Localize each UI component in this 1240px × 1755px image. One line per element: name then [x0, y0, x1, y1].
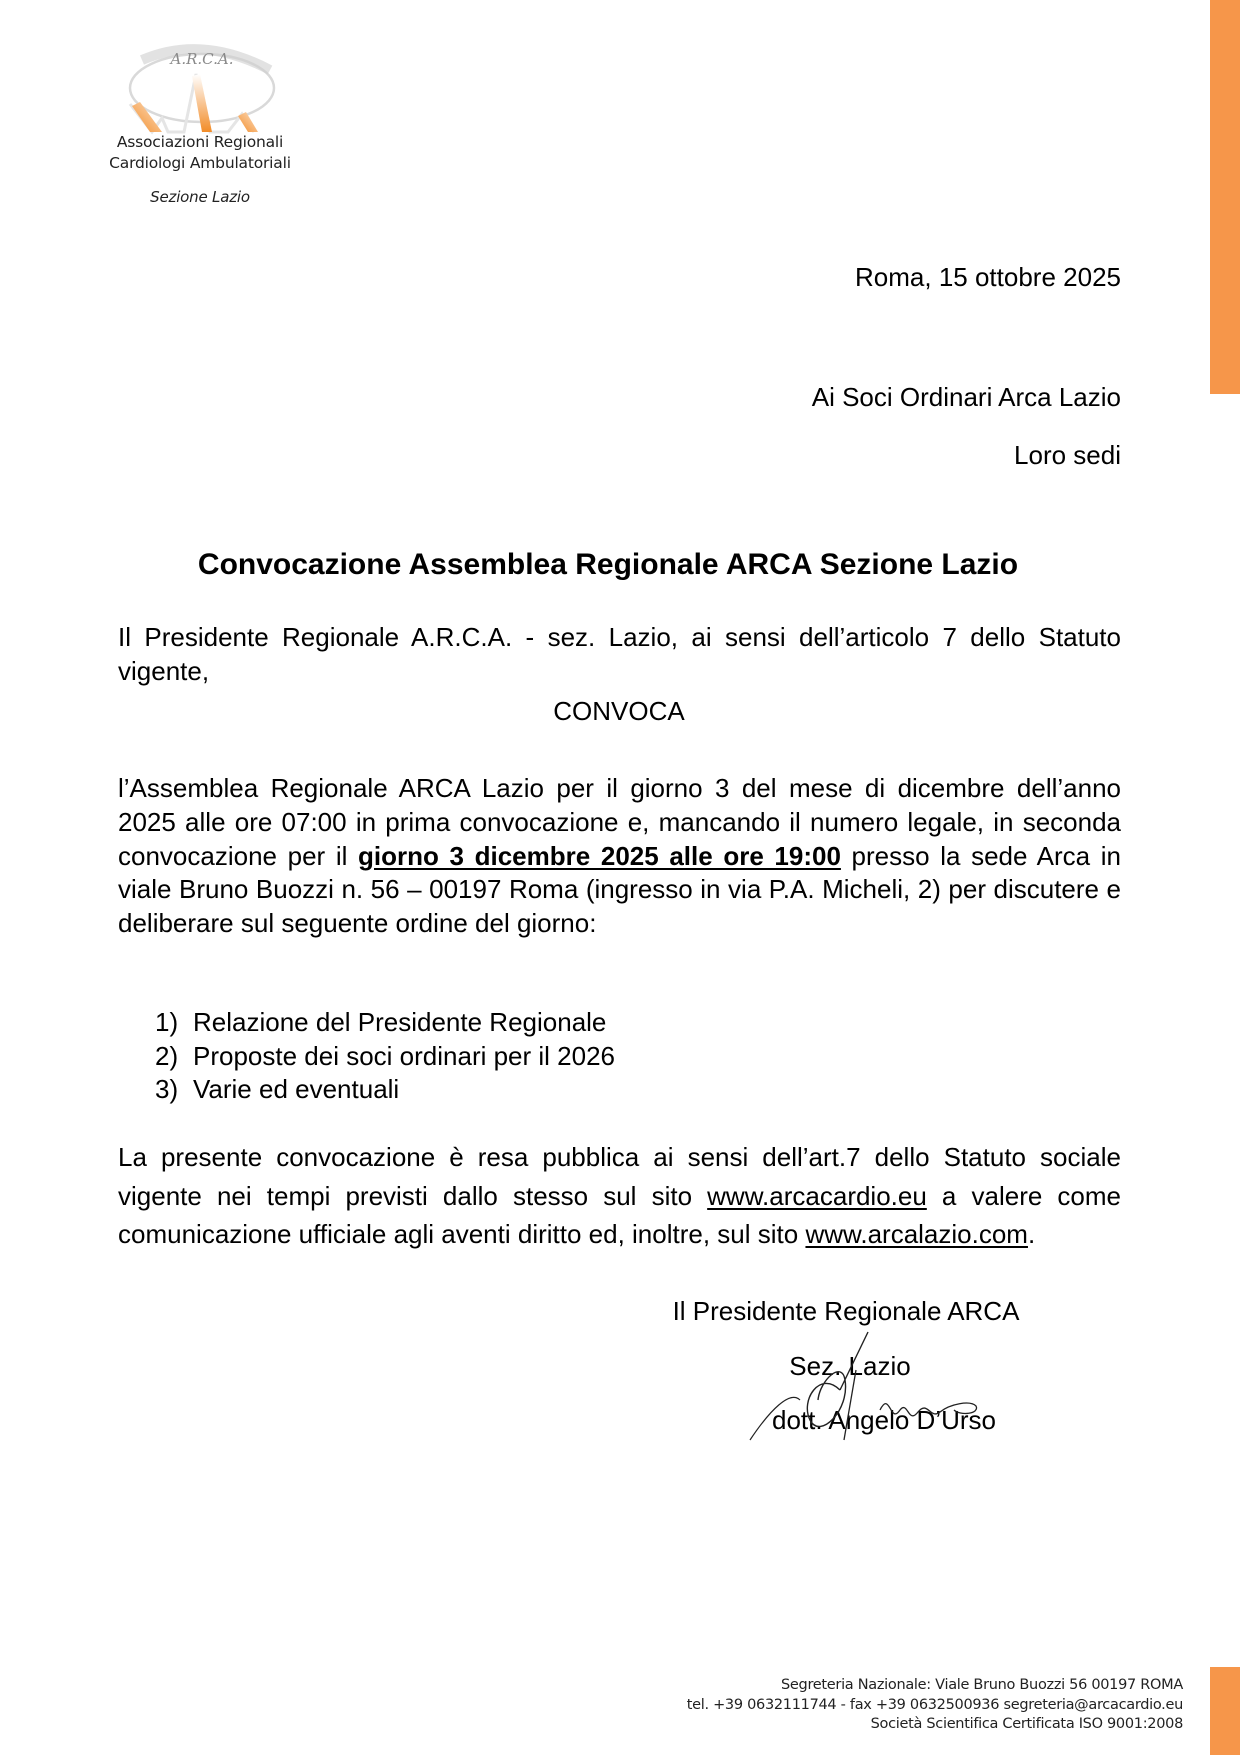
logo-line-2: Cardiologi Ambulatoriali: [109, 154, 291, 172]
signatory-section: Sez. Lazio: [789, 1351, 911, 1381]
recipient: Ai Soci Ordinari Arca Lazio: [811, 382, 1121, 412]
intro-paragraph: Il Presidente Regionale A.R.C.A. - sez. Lazio, ai sensi dell’articolo 7 dello Statuto vigente,: [118, 622, 1121, 686]
logo-section: Sezione Lazio: [150, 188, 250, 206]
second-call-datetime: giorno 3 dicembre 2025 alle ore 19:00: [358, 840, 841, 871]
convocation-text-end: presso la sede Arca in viale Bruno Buozzi n. 56 – 00197 Roma (ingresso in via P.A. Micheli, 2) per discutere e deliberare sul seguente ordine del giorno:: [118, 840, 1121, 939]
accent-bar-bottom: [1210, 1667, 1240, 1755]
arca-logo-icon: [122, 40, 282, 140]
arcacardio-link[interactable]: www.arcacardio.eu: [707, 1180, 927, 1211]
signatory-role: Il Presidente Regionale ARCA: [672, 1296, 1020, 1326]
agenda-item-text: Relazione del Presidente Regionale: [193, 1007, 607, 1037]
agenda-item-number: 3): [155, 1074, 179, 1104]
arcalazio-link[interactable]: www.arcalazio.com: [805, 1219, 1028, 1249]
publication-text-mid: a valere come comunicazione ufficiale agli aventi diritto ed, inoltre, sul sito: [118, 1180, 1122, 1249]
footer-contacts: tel. +39 0632111744 - fax +39 0632500936 segreteria@arcacardio.eu: [686, 1697, 1183, 1713]
convocation-text-start: l’Assemblea Regionale ARCA Lazio per il giorno 3 del mese di dicembre dell’anno 2025 alle ore 07:00 in prima convocazione e, mancando il numero legale, in seconda convocazione per il: [118, 773, 1121, 871]
handwritten-signature-icon: [740, 1330, 1000, 1450]
signatory-name: dott. Angelo D’Urso: [771, 1405, 996, 1435]
agenda-item-text: Proposte dei soci ordinari per il 2026: [193, 1040, 616, 1071]
footer-certification: Società Scientifica Certificata ISO 9001:2008: [870, 1716, 1183, 1732]
publication-text-end: .: [1027, 1219, 1036, 1249]
agenda-item: [155, 1073, 615, 1107]
place-date: Roma, 15 ottobre 2025: [855, 262, 1121, 292]
agenda-list: [155, 1006, 615, 1107]
publication-text-start: La presente convocazione è resa pubblica ai sensi dell’art.7 dello Statuto sociale vigente nei tempi previsti dallo stesso sul sito: [118, 1142, 1121, 1211]
logo-line-1: Associazioni Regionali: [116, 133, 284, 151]
agenda-item-text: Varie ed eventuali: [193, 1074, 400, 1104]
publication-paragraph: [118, 1138, 1121, 1254]
accent-bar-top: [1210, 0, 1240, 394]
agenda-item-number: 2): [155, 1040, 179, 1071]
convoca-heading: CONVOCA: [553, 696, 685, 726]
agenda-item: [155, 1006, 615, 1040]
recipient-sub: Loro sedi: [1014, 440, 1121, 470]
agenda-item-number: 1): [155, 1007, 179, 1037]
agenda-item: [155, 1040, 615, 1074]
footer-address: Segreteria Nazionale: Viale Bruno Buozzi 56 00197 ROMA: [781, 1677, 1183, 1693]
svg-text:A.R.C.A.: A.R.C.A.: [170, 50, 234, 68]
convocation-paragraph: [118, 772, 1121, 941]
document-title: Convocazione Assemblea Regionale ARCA Sezione Lazio: [197, 548, 1019, 581]
